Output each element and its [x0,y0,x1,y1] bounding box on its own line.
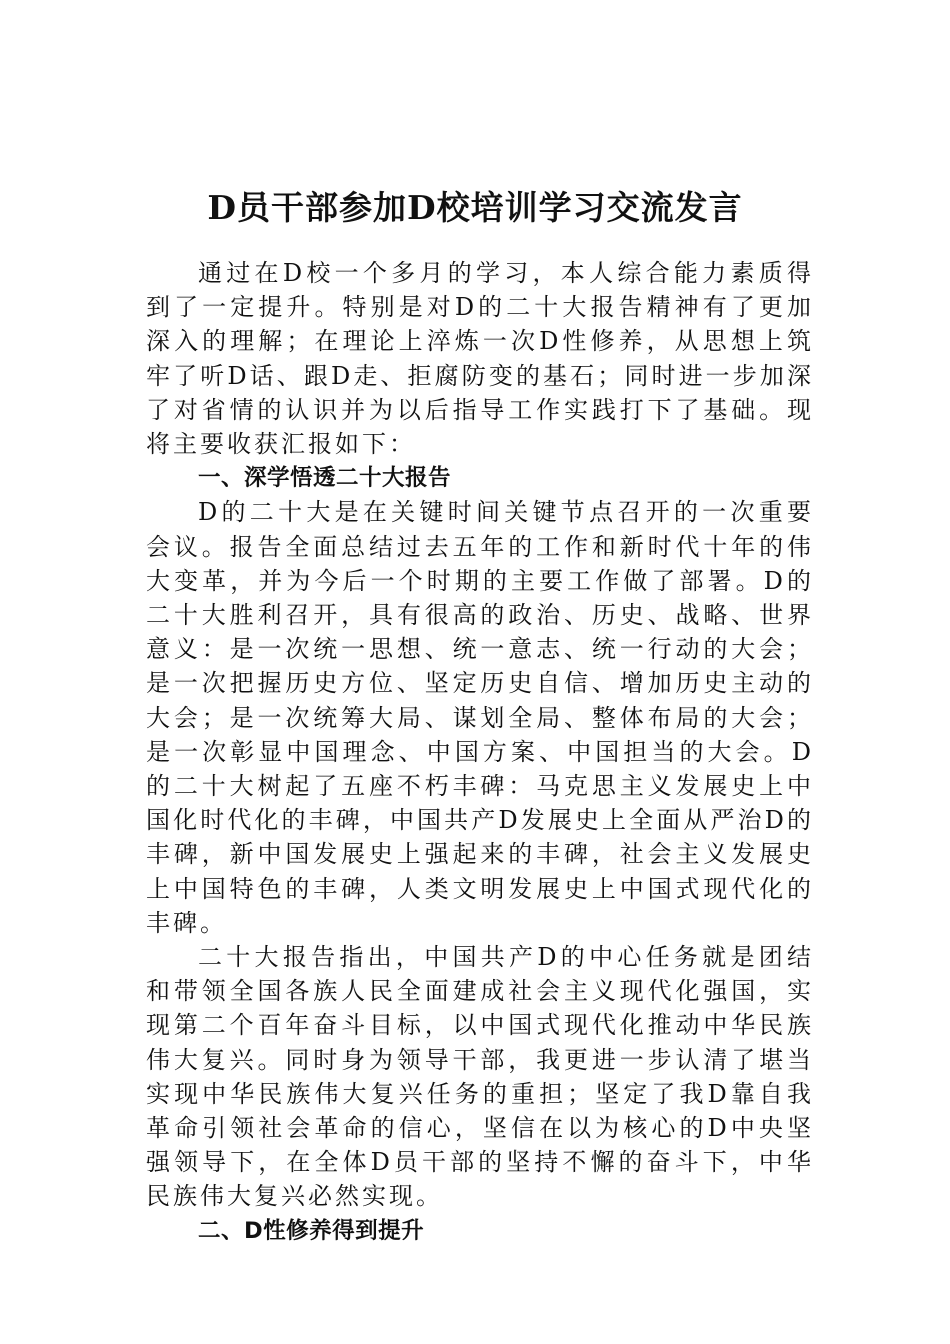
section-heading-1: 一、深学悟透二十大报告 [198,465,452,492]
section-heading-2: 二、D性修养得到提升 [198,1217,425,1244]
paragraph-intro: 通过在D校一个多月的学习，本人综合能力素质得到了一定提升。特别是对D的二十大报告精神有了更加深入的理解；在理论上淬炼一次D性修养，从思想上筑牢了听D话、跟D走、拒腐防变的基石；同时进一步加深了对省情的认识并为以后指导工作实践打下了基础。现将主要收获汇报如下： [146,259,814,459]
paragraph-central-task: 二十大报告指出，中国共产D的中心任务就是团结和带领全国各族人民全面建成社会主义现代化强国，实现第二个百年奋斗目标，以中国式现代化推动中华民族伟大复兴。同时身为领导干部，我更进一步认清了堪当实现中华民族伟大复兴任务的重担；坚定了我D靠自我革命引领社会革命的信心，坚信在以为核心的D中央坚强领导下，在全体D员干部的坚持不懈的奋斗下，中华民族伟大复兴必然实现。 [146,943,814,1211]
document-title: D员干部参加D校培训学习交流发言 [207,188,743,228]
paragraph-congress-significance: D的二十大是在关键时间关键节点召开的一次重要会议。报告全面总结过去五年的工作和新时代十年的伟大变革，并为今后一个时期的主要工作做了部署。D的二十大胜利召开，具有很高的政治、历史、战略、世界意义：是一次统一思想、统一意志、统一行动的大会；是一次把握历史方位、坚定历史自信、增加历史主动的大会；是一次统筹大局、谋划全局、整体布局的大会；是一次彰显中国理念、中国方案、中国担当的大会。D的二十大树起了五座不朽丰碑：马克思主义发展史上中国化时代化的丰碑，中国共产D发展史上全面从严治D的丰碑，新中国发展史上强起来的丰碑，社会主义发展史上中国特色的丰碑，人类文明发展史上中国式现代化的丰碑。 [146,498,814,937]
document-body [146,256,814,1248]
